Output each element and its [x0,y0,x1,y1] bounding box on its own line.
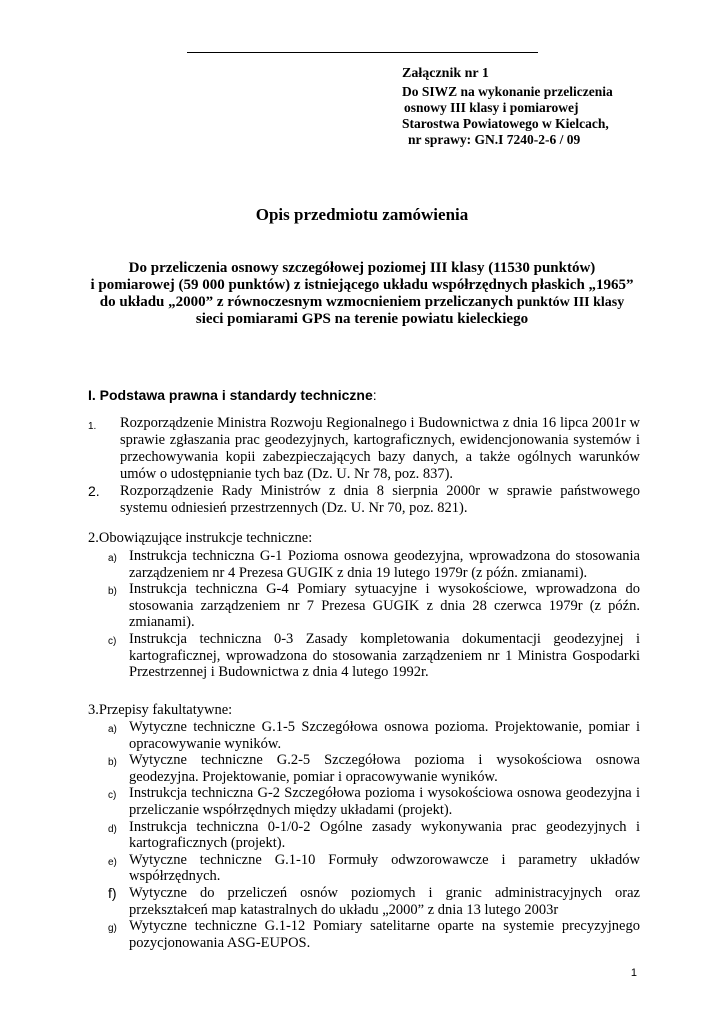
item-text: Instrukcja techniczna G-1 Pozioma osnowa geodezyjna, wprowadzona do stosowania zarządzeniem nr 4 Prezesa GUGIK z dnia 19 lutego 1979r (z późn. zmianami). [129,548,640,581]
list-item [88,415,640,483]
subtitle-text: do układu „2000” z równoczesnym wzmocnieniem przeliczanych [99,294,517,310]
item-letter: d) [108,823,117,835]
item-letter: a) [108,553,117,564]
section-heading [88,387,377,403]
item-letter: b) [108,757,117,769]
annex-line: Starostwa Powiatowego w Kielcach, [402,116,609,131]
item-letter: e) [108,856,117,868]
list-item [88,918,640,951]
list-item [88,852,640,885]
subtitle-line: i pomiarowej (59 000 punktów) z istniejącego układu współrzędnych płaskich „1965” [90,277,634,293]
item-text: Wytyczne techniczne G.1-10 Formuły odwzorowawcze i parametry układów współrzędnych. [129,851,640,885]
item-number: 2. [88,483,100,499]
instructions-list [88,548,640,681]
section-heading-colon: : [372,387,377,403]
item-text: Wytyczne do przeliczeń osnów poziomych i granic administracyjnych oraz przekształceń map katastralnych do układu „2000” z dnia 13 lutego 2003r [129,884,640,918]
subtitle-line: Do przeliczenia osnowy szczegółowej poziomej III klasy (11530 punktów) [128,260,596,276]
annex-line: Do SIWZ na wykonanie przeliczenia [402,84,613,99]
page-number: 1 [630,967,637,979]
item-text: Instrukcja techniczna G-4 Pomiary sytuacyjne i wysokościowe, wprowadzona do stosowania zarządzeniem nr 7 Prezesa GUGIK z dnia 28 czerwca 1979r (z późn. zmianami). [129,581,640,631]
item-text: Instrukcja techniczna 0-1/0-2 Ogólne zasady wykonywania prac geodezyjnych i kartograficznych (projekt). [129,818,640,852]
annex-block [402,66,613,148]
list-item [88,483,640,517]
list-item [88,719,640,752]
document-title: Opis przedmiotu zamówienia [255,205,469,224]
item-text: Instrukcja techniczna 0-3 Zasady kompletowania dokumentacji geodezyjnej i kartograficznej, wprowadzona do stosowania zarządzeniem nr 1 Ministra Gospodarki Przestrzennej i Budownictwa z dnia 4 lutego 1992r. [129,630,640,681]
item-text: Wytyczne techniczne G.1-12 Pomiary satelitarne oparte na systemie precyzyjnego pozycjonowania ASG-EUPOS. [129,918,640,951]
item-text: Rozporządzenie Ministra Rozwoju Regionalnego i Budownictwa z dnia 16 lipca 2001r w sprawie zgłaszania prac geodezyjnych, kartograficznych, ewidencjonowania systemów i przechowywania kopii zabezpieczających bazy danych, a także ogólnych warunków umów o udostępnianie tych baz (Dz. U. Nr 78, poz. 837). [120,415,640,482]
item-letter: f) [108,884,117,901]
subtitle-line [40,294,684,311]
header-rule [187,52,538,53]
annex-line: osnowy III klasy i pomiarowej [404,100,579,115]
item-text: Rozporządzenie Rady Ministrów z dnia 8 sierpnia 2000r w sprawie państwowego systemu odniesień przestrzennych (Dz. U. Nr 70, poz. 821). [120,483,640,516]
list-item [88,819,640,852]
item-letter: g) [108,923,117,935]
section-heading: 3.Przepisy fakultatywne: [88,702,233,718]
subtitle-text: punktów III klasy [516,295,625,310]
list-item [88,752,640,785]
item-letter: c) [108,635,117,647]
subtitle-line: sieci pomiarami GPS na terenie powiatu kieleckiego [195,311,529,327]
list-item [88,548,640,581]
case-number: nr sprawy: GN.I 7240-2-6 / 09 [408,132,581,147]
list-item [88,785,640,818]
list-item [88,631,640,681]
item-letter: a) [108,724,117,735]
list-item [88,885,640,918]
section-heading-text: I. Podstawa prawna i standardy techniczne [88,387,373,403]
annex-title: Załącznik nr 1 [402,66,489,81]
item-number: 1. [88,421,97,432]
item-text: Wytyczne techniczne G.1-5 Szczegółowa osnowa pozioma. Projektowanie, pomiar i opracowywanie wyników. [129,719,640,752]
item-letter: c) [108,790,117,802]
section-heading: 2.Obowiązujące instrukcje techniczne: [88,530,313,546]
legal-basis-list [88,415,640,517]
item-text: Wytyczne techniczne G.2-5 Szczegółowa pozioma i wysokościowa osnowa geodezyjna. Projektowanie, pomiar i opracowywanie wyników. [129,752,640,785]
optional-regulations-list [88,719,640,951]
item-text: Instrukcja techniczna G-2 Szczegółowa pozioma i wysokościowa osnowa geodezyjna i przeliczanie współrzędnych między układami (projekt). [129,785,640,818]
document-subtitle [40,260,684,328]
list-item [88,581,640,631]
item-letter: b) [108,586,117,598]
